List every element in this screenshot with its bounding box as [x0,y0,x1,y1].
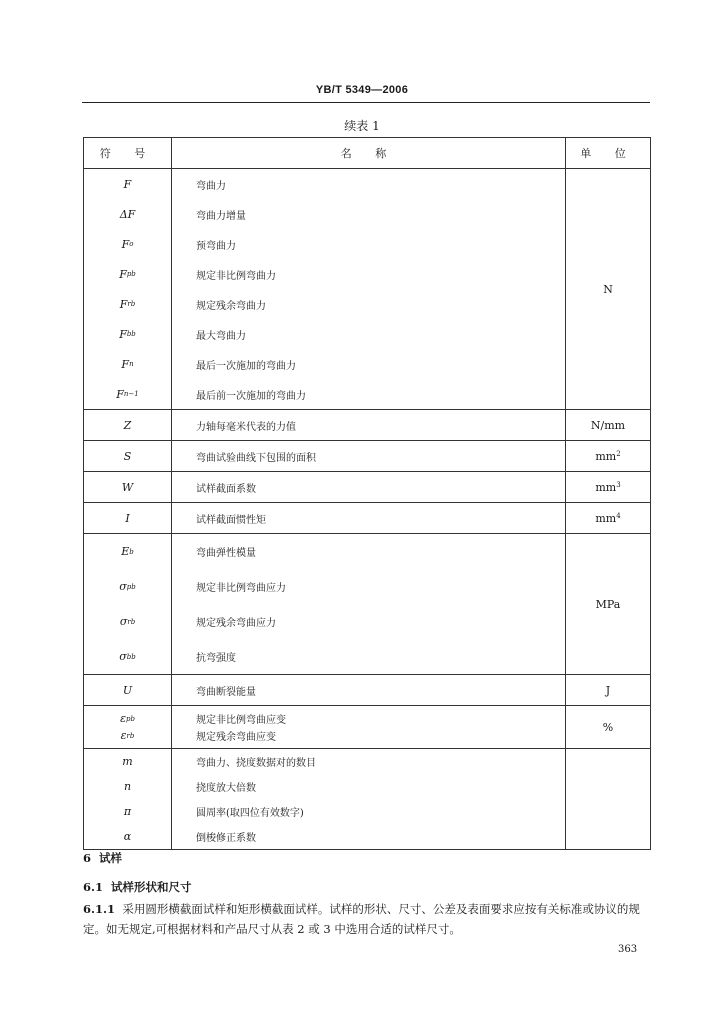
name-text: 试样截面系数 [196,483,256,495]
symbol-text [84,675,171,705]
symbol-text [84,169,171,199]
name-text: 规定非比例弯曲应力 [196,583,286,594]
table-caption: 续表 1 [344,119,380,133]
table-row [84,749,651,850]
symbol-subscript: bb [126,652,136,661]
symbol-subscript: b [129,547,134,556]
unit-text: % [602,720,614,734]
unit-text: N [603,282,613,296]
symbol-text [84,749,171,774]
symbol-text [84,824,171,849]
symbol-base: U [122,683,133,697]
table-body [84,169,651,850]
unit-text: N/mm [590,418,626,432]
name-text: 试样截面惯性矩 [196,514,266,526]
name-text: 抗弯强度 [196,653,236,664]
symbol-base: ε [120,729,127,742]
body-paragraph [83,899,653,939]
symbol-text [84,604,171,639]
symbol-subscript: n−1 [123,390,139,398]
unit-text: mm [595,511,617,525]
symbol-base: I [125,511,130,525]
symbol-text [84,319,171,349]
name-cell [172,441,566,472]
symbol-base: F [119,297,128,311]
unit-cell [566,410,651,441]
symbol-cell [84,675,172,706]
symbol-cell [84,534,172,675]
symbol-base: F [119,327,127,341]
name-cell [172,472,566,503]
symbol-text [84,441,171,471]
paragraph-text: 采用圆形横截面试样和矩形横截面试样。试样的形状、尺寸、公差及表面要求应按有关标准或协议的规定。如无规定,可根据材料和产品尺寸从表 2 或 3 中选用合适的试样尺寸。 [83,902,640,936]
unit-superscript: 2 [616,449,621,458]
column-header-name: 名 称 [172,138,566,169]
name-text: 规定非比例弯曲应变 [196,715,286,726]
symbol-text [84,410,171,440]
name-text: 弯曲力 [196,180,226,192]
name-cell [172,749,566,850]
symbol-cell [84,169,172,410]
symbol-subscript: rb [127,300,136,308]
unit-cell [566,472,651,503]
symbol-base: ΔF [119,207,136,221]
page-number: 363 [618,944,638,955]
unit-text: mm [595,449,617,463]
symbol-base: F [119,267,127,281]
symbol-text [84,472,171,502]
table-row [84,675,651,706]
symbol-base: F [116,387,124,401]
unit-superscript: 4 [616,511,621,520]
name-text: 最后前一次施加的弯曲力 [196,390,306,402]
symbol-cell [84,410,172,441]
symbol-base: α [123,830,132,843]
table-row [84,410,651,441]
name-text: 弯曲断裂能量 [196,686,256,698]
subsection-heading [83,877,653,897]
paragraph-number: 6.1.1 [83,902,116,916]
symbol-cell [84,706,172,749]
symbol-text [84,534,171,569]
column-header-unit: 单 位 [566,138,651,169]
symbol-subscript: pb [126,270,136,278]
table-row [84,441,651,472]
name-text: 弯曲力、挠度数据对的数目 [196,758,316,769]
symbol-base: Z [123,418,132,432]
unit-cell [566,534,651,675]
symbol-text [84,349,171,379]
symbol-subscript: pb [125,714,135,723]
symbol-text [84,503,171,533]
name-text: 预弯曲力 [196,240,236,252]
unit-cell [566,503,651,534]
unit-superscript: 3 [616,480,621,489]
unit-text: J [605,683,611,697]
symbol-base: S [123,449,132,463]
symbol-base: E [121,545,130,558]
name-cell [172,534,566,675]
symbol-base: F [121,237,130,251]
column-header-symbol: 符 号 [84,138,172,169]
symbol-subscript: o [129,240,134,248]
symbol-text [84,379,171,409]
symbol-text [84,569,171,604]
symbol-base: F [123,177,132,191]
symbol-base: m [122,755,133,768]
symbol-subscript: rb [127,617,136,626]
name-cell [172,706,566,749]
symbol-cell [84,472,172,503]
unit-cell [566,749,651,850]
unit-text: MPa [595,597,621,611]
symbol-subscript: n [129,360,134,368]
name-cell [172,503,566,534]
name-cell [172,169,566,410]
unit-text: mm [595,480,617,494]
symbol-table [83,137,651,850]
section-heading [83,848,653,868]
name-text: 弯曲弹性模量 [196,548,256,559]
table-row [84,169,651,410]
section-number: 6 [83,851,92,865]
symbol-base: W [121,480,134,494]
table-row [84,503,651,534]
unit-cell [566,675,651,706]
symbol-text [84,259,171,289]
name-cell [172,675,566,706]
symbol-text [84,289,171,319]
name-text: 规定残余弯曲力 [196,300,266,312]
subsection-number: 6.1 [83,880,104,894]
name-text: 倒梭修正系数 [196,833,256,844]
unit-cell [566,169,651,410]
table-header-row [84,138,651,169]
name-text: 规定残余弯曲应力 [196,618,276,629]
symbol-base: ε [120,712,126,725]
symbol-cell [84,441,172,472]
name-text: 圆周率(取四位有效数字) [196,808,304,819]
symbol-cell [84,503,172,534]
symbol-subscript: bb [126,330,136,338]
symbol-text [84,229,171,259]
symbol-base: σ [119,615,128,628]
symbol-base: σ [119,580,127,593]
name-cell [172,410,566,441]
symbol-cell [84,749,172,850]
name-text: 挠度放大倍数 [196,783,256,794]
symbol-base: σ [119,650,127,663]
name-text: 弯曲试验曲线下包围的面积 [196,452,316,464]
symbol-text [84,639,171,674]
section-title: 试样 [99,851,123,865]
name-text: 弯曲力增量 [196,210,246,222]
symbol-text [84,710,171,727]
symbol-text [84,199,171,229]
symbol-base: F [121,357,130,371]
table-row [84,706,651,749]
unit-cell [566,441,651,472]
symbol-subscript: pb [126,582,136,591]
symbol-text [84,799,171,824]
symbol-text [84,727,171,744]
unit-cell [566,706,651,749]
table-row [84,472,651,503]
subsection-title: 试样形状和尺寸 [111,880,192,894]
name-text: 规定非比例弯曲力 [196,270,276,282]
symbol-subscript: rb [126,731,135,740]
name-text: 最大弯曲力 [196,330,246,342]
name-text: 最后一次施加的弯曲力 [196,360,296,372]
standard-header: YB/T 5349—2006 [315,84,409,96]
name-text: 规定残余弯曲应变 [196,732,276,743]
table-row [84,534,651,675]
name-text: 力轴每毫米代表的力值 [196,421,296,433]
symbol-base: π [123,805,132,818]
header-rule [82,102,650,103]
symbol-text [84,774,171,799]
symbol-base: n [123,780,132,793]
